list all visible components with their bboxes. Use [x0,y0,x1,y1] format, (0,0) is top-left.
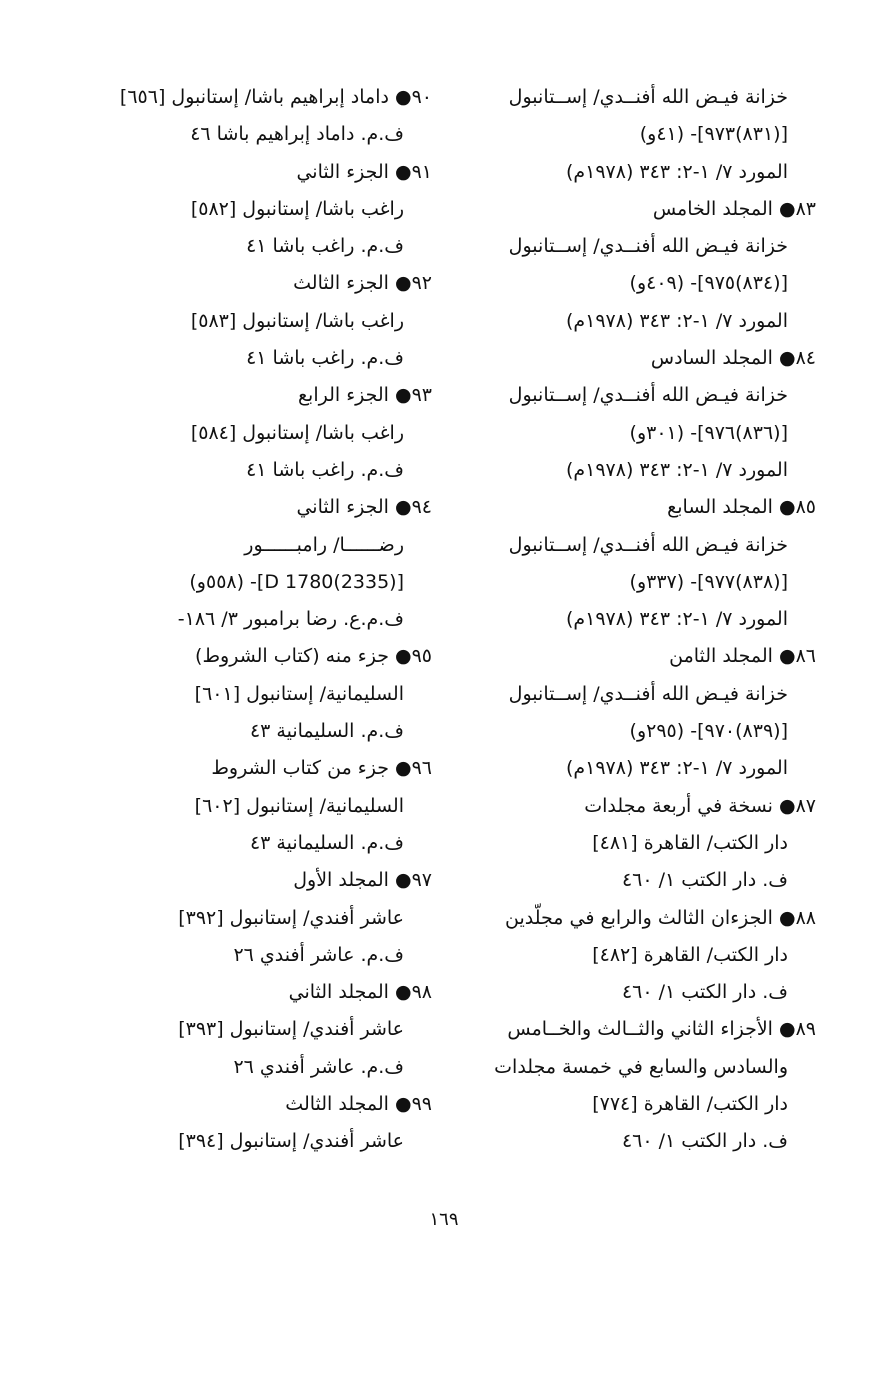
entry-heading-line: ٨٣● المجلد الخامس [652,197,816,220]
entry-detail-line: [(٨٣١)٩٧٣]- (٤١و) [639,123,788,146]
right-column [471,79,816,1161]
entry-detail-line: المورد ٧/ ١-٢: ٣٤٣ (١٩٧٨م) [565,309,788,332]
entry-heading-line: ٩٠● داماد إبراهيم باشا/ إستانبول [٦٥٦] [119,86,432,108]
entry-detail-line: [(٨٣٤)٩٧٥]- (٤٠٩و) [629,272,788,295]
entry-detail-line: ف.م. السليمانية ٤٣ [249,720,404,743]
entry-detail-line: [(٨٣٩)٩٧٠]- (٢٩٥و) [629,720,788,743]
entry-detail-line: ف. دار الكتب ١/ ٤٦٠ [621,1130,788,1153]
entry-detail-line: المورد ٧/ ١-٢: ٣٤٣ (١٩٧٨م) [565,458,788,481]
entry-heading-line: ٩١● الجزء الثاني [296,160,432,183]
entry-heading-line: ٨٥● المجلد السابع [667,496,816,519]
entry-heading-line: ٨٨● الجزءان الثالث والرابع في مجلّدين [505,906,816,929]
entry-detail-line: [(٨٣٦)٩٧٦]- (٣٠١و) [629,421,788,444]
entry-detail-line: [(٨٣٨)٩٧٧]- (٣٣٧و) [629,570,788,593]
entry-detail-line: ف.م. السليمانية ٤٣ [249,831,404,854]
entry-detail-line: عاشر أفندي/ إستانبول [٣٩٣] [178,1018,404,1041]
entry-detail-line: المورد ٧/ ١-٢: ٣٤٣ (١٩٧٨م) [565,160,788,183]
entry-detail-line: المورد ٧/ ١-٢: ٣٤٣ (١٩٧٨م) [565,608,788,631]
entry-heading-line: ٩٧● المجلد الأول [293,869,432,892]
entry-detail-line: ف.م. راغب باشا ٤١ [246,235,404,258]
entry-detail-line: دار الكتب/ القاهرة [٤٨٢] [592,943,788,966]
entry-detail-line: ف.م. عاشر أفندي ٢٦ [233,943,404,966]
entry-heading-line: ٩٥● جزء منه (كتاب الشروط) [195,645,432,668]
entry-heading-line: ٩٩● المجلد الثالث [285,1093,432,1116]
entry-detail-line: ف. دار الكتب ١/ ٤٦٠ [621,981,788,1004]
entry-heading-line: ٩٨● المجلد الثاني [288,981,432,1004]
entry-heading-line: ٩٦● جزء من كتاب الشروط [211,757,432,780]
entry-heading-line: ٨٧● نسخة في أربعة مجلدات [584,794,816,817]
entry-detail-line: السليمانية/ إستانبول [٦٠١] [194,682,404,705]
entry-detail-line: راغب باشا/ إستانبول [٥٨٤] [190,421,404,444]
entry-detail-line: رضــــــا/ رامبــــــور [244,533,404,556]
entry-detail-line: ف.م. راغب باشا ٤١ [246,458,404,481]
entry-detail-line: [(2335)1780 D]- (٥٥٨و) [189,570,404,593]
entry-heading-line: ٨٦● المجلد الثامن [669,645,816,668]
entry-detail-line: دار الكتب/ القاهرة [٧٧٤] [592,1093,788,1116]
left-column [82,79,432,1161]
entry-detail-line: المورد ٧/ ١-٢: ٣٤٣ (١٩٧٨م) [565,757,788,780]
entry-detail-line: خزانة فيـض الله أفنــدي/ إســتانبول [508,533,788,556]
page-number: ١٦٩ [429,1209,459,1230]
entry-detail-line: ف.م. داماد إبراهيم باشا ٤٦ [190,123,404,146]
entry-detail-line: خزانة فيـض الله أفنــدي/ إســتانبول [508,235,788,258]
entry-detail-line: خزانة فيـض الله أفنــدي/ إســتانبول [508,86,788,108]
entry-detail-line: خزانة فيـض الله أفنــدي/ إســتانبول [508,682,788,705]
entry-detail-line: والسادس والسابع في خمسة مجلدات [494,1055,788,1078]
entry-detail-line: عاشر أفندي/ إستانبول [٣٩٤] [178,1130,404,1153]
entry-heading-line: ٨٤● المجلد السادس [650,347,816,370]
entry-detail-line: راغب باشا/ إستانبول [٥٨٣] [190,309,404,332]
entry-detail-line: خزانة فيـض الله أفنــدي/ إســتانبول [508,384,788,407]
entry-detail-line: ف. دار الكتب ١/ ٤٦٠ [621,869,788,892]
entry-detail-line: دار الكتب/ القاهرة [٤٨١] [592,831,788,854]
entry-detail-line: ف.م.ع. رضا برامبور ٣/ ١٨٦- [177,608,404,631]
entry-heading-line: ٩٢● الجزء الثالث [293,272,432,295]
entry-detail-line: ف.م. عاشر أفندي ٢٦ [233,1055,404,1078]
entry-heading-line: ٩٤● الجزء الثاني [296,496,432,519]
entry-detail-line: السليمانية/ إستانبول [٦٠٢] [194,794,404,817]
entry-detail-line: راغب باشا/ إستانبول [٥٨٢] [190,197,404,220]
entry-detail-line: عاشر أفندي/ إستانبول [٣٩٢] [178,906,404,929]
entry-heading-line: ٨٩● الأجزاء الثاني والثــالث والخــامس [507,1018,816,1041]
entry-detail-line: ف.م. راغب باشا ٤١ [246,347,404,370]
entry-heading-line: ٩٣● الجزء الرابع [297,384,432,407]
